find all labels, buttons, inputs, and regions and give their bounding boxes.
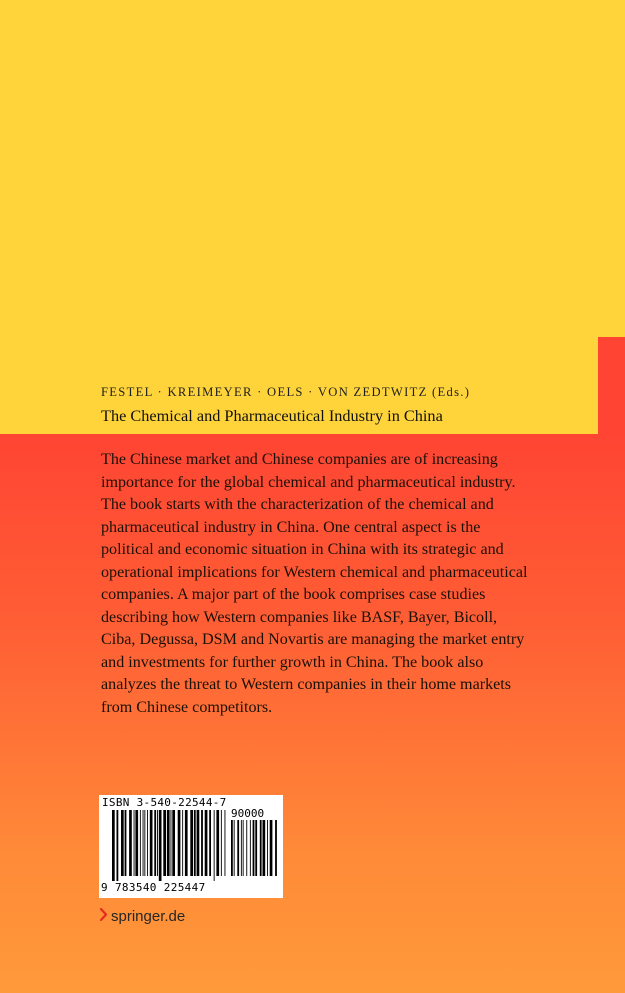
- barcode-bar: [270, 820, 273, 876]
- barcode-bar: [172, 810, 175, 876]
- barcode-bar: [112, 810, 115, 881]
- red-spine-tab: [598, 337, 625, 434]
- editors-line: FESTEL · KREIMEYER · OELS · VON ZEDTWITZ (Eds.): [101, 385, 471, 399]
- barcode-bar: [250, 820, 251, 876]
- barcode-bar: [253, 820, 255, 876]
- barcode-bar: [185, 810, 188, 876]
- barcode-bar: [178, 810, 181, 876]
- barcode-bar: [205, 810, 208, 876]
- barcode-bar: [243, 820, 244, 876]
- book-title: The Chemical and Pharmaceutical Industry in China: [101, 406, 443, 425]
- barcode-bar: [134, 810, 135, 876]
- barcode-bar: [147, 810, 148, 876]
- barcode-bar: [167, 810, 170, 876]
- barcode-bar: [144, 810, 145, 876]
- barcode-bar: [143, 810, 144, 876]
- barcode-bar: [221, 810, 222, 876]
- barcode-bar: [255, 820, 257, 876]
- barcode-bar: [159, 810, 162, 881]
- barcode-bar: [125, 810, 127, 876]
- barcode-bar: [140, 810, 141, 876]
- barcode-bar: [246, 820, 247, 876]
- barcode-bar: [263, 820, 266, 876]
- price-addon-digits: 90000: [231, 807, 265, 820]
- barcode-bar: [163, 810, 166, 876]
- barcode-bar: [209, 810, 211, 876]
- isbn-barcode: [99, 795, 283, 898]
- book-description: The Chinese market and Chinese companies are of increasing importance for the global chemical and pharmaceutical industry. The book starts with the characterization of the chemical and pharmaceutical industry in China. One central aspect is the political and economic situation in China with its strategic and operational implications for Western chemical and pharmaceutical companies. A major part of the book comprises case studies describing how Western companies like BASF, Bayer, Bicoll, Ciba, Degussa, DSM and Novartis are managing the market entry and investments for further growth in China. The book also analyzes the threat to Western companies in their home markets from Chinese competitors.: [101, 451, 528, 716]
- publisher-website: springer.de: [111, 908, 186, 925]
- barcode-bar: [201, 810, 203, 876]
- barcode-bar: [190, 810, 193, 876]
- barcode-bar: [150, 810, 153, 876]
- barcode-bar: [154, 810, 156, 876]
- barcode-bar: [237, 820, 239, 876]
- barcode-bar: [135, 810, 138, 876]
- isbn-label: ISBN 3-540-22544-7: [102, 796, 227, 809]
- barcode-bar: [216, 810, 219, 876]
- barcode-bar: [197, 810, 200, 876]
- barcode-bar: [121, 810, 124, 876]
- publisher-link[interactable]: [100, 908, 185, 925]
- chevron-right-icon: [100, 908, 107, 925]
- barcode-bar: [231, 820, 233, 876]
- barcode-bar: [225, 810, 226, 876]
- barcode-bar: [267, 820, 268, 876]
- barcode-bar: [260, 820, 262, 876]
- barcode-bar: [234, 820, 235, 876]
- barcode-bar: [275, 820, 277, 876]
- ean-barcode-bars: [112, 810, 227, 881]
- barcode-bar: [214, 810, 215, 881]
- barcode-bar: [241, 820, 242, 876]
- barcode-bar: [171, 810, 172, 876]
- addon-barcode-bars: [231, 820, 279, 881]
- barcode-bar: [182, 810, 183, 876]
- yellow-background: [0, 0, 625, 434]
- barcode-bar: [157, 810, 158, 876]
- barcode-bar: [194, 810, 196, 876]
- barcode-bar: [129, 810, 132, 876]
- ean-digits: 9 783540 225447: [101, 881, 206, 894]
- barcode-bar: [117, 810, 119, 881]
